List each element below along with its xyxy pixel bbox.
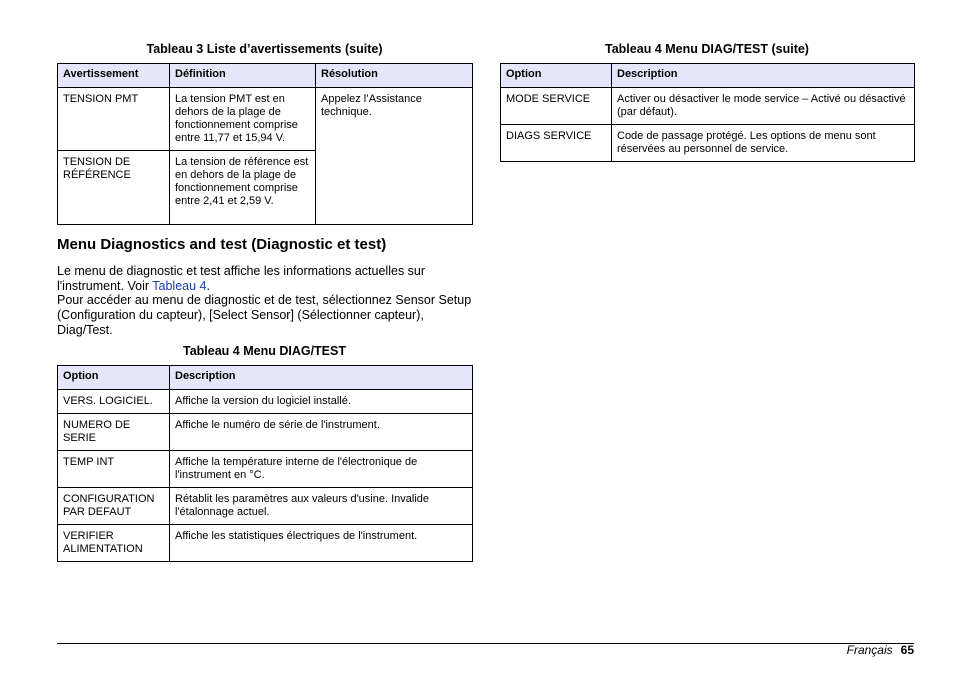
table-row xyxy=(58,525,473,562)
table-row xyxy=(58,390,473,414)
header-warning: Avertissement xyxy=(58,64,170,88)
definition-cell: La tension de référence est en dehors de la plage de fonctionnement comprise entre 2,41 et 2,59 V. xyxy=(170,151,316,225)
resolution-cell: Appelez l’Assistance technique. xyxy=(316,88,473,225)
header-option: Option xyxy=(58,366,170,390)
table-header-row xyxy=(58,366,473,390)
page-number: 65 xyxy=(900,643,914,657)
option-cell: CONFIGURATION PAR DEFAUT xyxy=(58,488,170,525)
description-cell: Affiche la version du logiciel installé. xyxy=(170,390,473,414)
table-row xyxy=(58,451,473,488)
table-row xyxy=(501,125,915,162)
section-heading: Menu Diagnostics and test (Diagnostic et test) xyxy=(57,236,387,253)
warnings-table xyxy=(57,63,473,225)
option-cell: NUMERO DE SERIE xyxy=(58,414,170,451)
warning-cell: TENSION DE RÉFÉRENCE xyxy=(58,151,170,225)
description-cell: Activer ou désactiver le mode service – Activé ou désactivé (par défaut). xyxy=(612,88,915,125)
intro-text: Le menu de diagnostic et test affiche les informations actuelles sur l'instrument. Voir xyxy=(57,264,426,293)
table4-link[interactable]: Tableau 4 xyxy=(152,279,207,293)
description-cell: Rétablit les paramètres aux valeurs d'usine. Invalide l'étalonnage actuel. xyxy=(170,488,473,525)
table-header-row xyxy=(501,64,915,88)
footer-divider xyxy=(57,643,914,644)
table4-caption: Tableau 4 Menu DIAG/TEST xyxy=(183,344,346,358)
header-option: Option xyxy=(501,64,612,88)
header-resolution: Résolution xyxy=(316,64,473,88)
warning-cell: TENSION PMT xyxy=(58,88,170,151)
description-cell: Affiche la température interne de l'électronique de l'instrument en °C. xyxy=(170,451,473,488)
option-cell: VERS. LOGICIEL. xyxy=(58,390,170,414)
table-row xyxy=(501,88,915,125)
footer-language: Français xyxy=(846,643,893,657)
option-cell: MODE SERVICE xyxy=(501,88,612,125)
definition-cell: La tension PMT est en dehors de la plage de fonctionnement comprise entre 11,77 et 15,94 V. xyxy=(170,88,316,151)
description-cell: Affiche le numéro de série de l'instrument. xyxy=(170,414,473,451)
table-row xyxy=(58,88,473,151)
option-cell: TEMP INT xyxy=(58,451,170,488)
option-cell: VERIFIER ALIMENTATION xyxy=(58,525,170,562)
header-definition: Définition xyxy=(170,64,316,88)
table4b-caption: Tableau 4 Menu DIAG/TEST (suite) xyxy=(605,42,809,56)
diag-test-table-continued xyxy=(500,63,915,162)
table-row xyxy=(58,488,473,525)
intro-end: . xyxy=(206,279,210,293)
option-cell: DIAGS SERVICE xyxy=(501,125,612,162)
table-header-row xyxy=(58,64,473,88)
table-row xyxy=(58,414,473,451)
header-description: Description xyxy=(170,366,473,390)
diag-test-table xyxy=(57,365,473,562)
intro-paragraph xyxy=(57,264,477,294)
description-cell: Code de passage protégé. Les options de menu sont réservées au personnel de service. xyxy=(612,125,915,162)
header-description: Description xyxy=(612,64,915,88)
page-footer xyxy=(847,643,914,657)
description-cell: Affiche les statistiques électriques de l'instrument. xyxy=(170,525,473,562)
access-paragraph: Pour accéder au menu de diagnostic et de test, sélectionnez Sensor Setup (Configuration du capteur), [Select Sensor] (Sélectionner capteur), Diag/Test. xyxy=(57,293,472,337)
table3-caption: Tableau 3 Liste d’avertissements (suite) xyxy=(146,42,383,56)
